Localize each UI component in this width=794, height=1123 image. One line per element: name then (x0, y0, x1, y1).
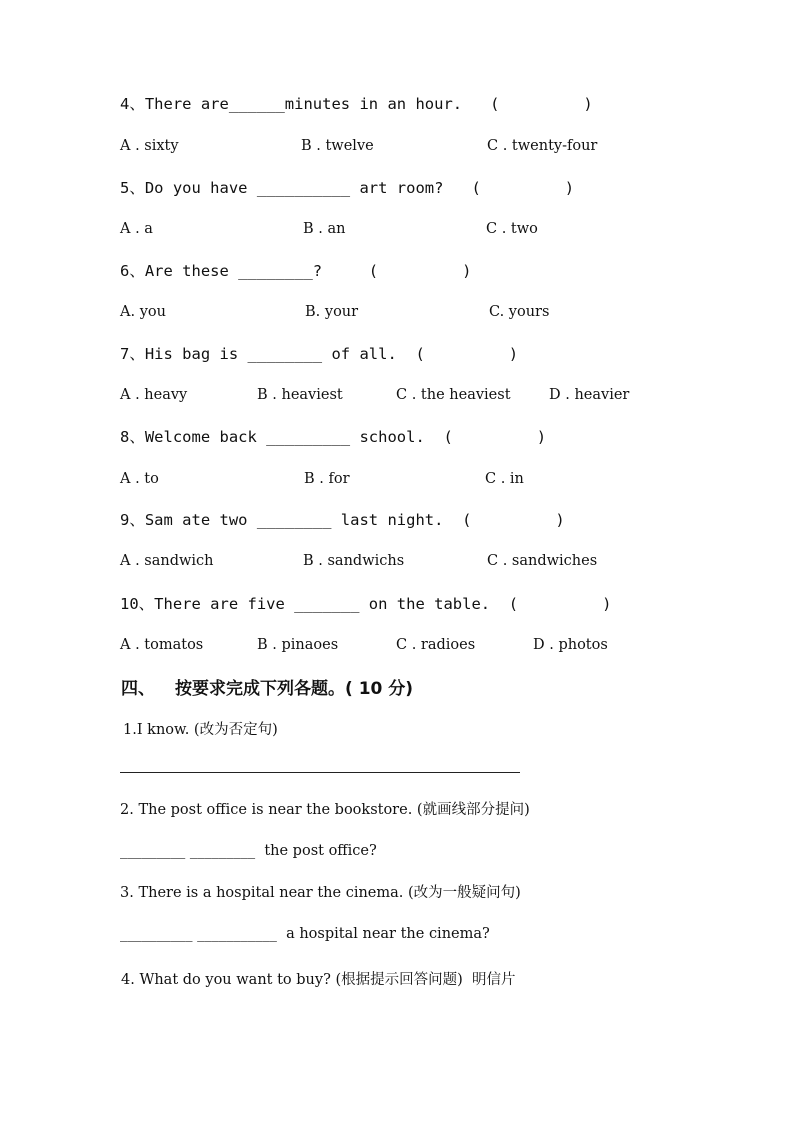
task-2-prompt: 2. The post office is near the bookstore. (就画线部分提问) (120, 802, 530, 818)
question-7-stem: 7、His bag is ________ of all. ( ) (120, 345, 519, 363)
question-10-option-d: D . photos (533, 637, 608, 653)
question-5-option-b: B . an (303, 221, 346, 237)
task-4-prompt: 4. What do you want to buy? (根据提示回答问题) 明信片 (121, 972, 516, 988)
question-10-option-a: A . tomatos (120, 637, 204, 653)
task-1-prompt: 1.I know. (改为否定句) (123, 722, 278, 738)
question-5-stem: 5、Do you have __________ art room? ( ) (120, 179, 575, 197)
question-9-option-a: A . sandwich (120, 553, 214, 569)
question-7-option-c: C . the heaviest (396, 387, 511, 403)
question-7-option-d: D . heavier (549, 387, 630, 403)
section-number: 四、 (121, 679, 155, 699)
question-7-option-a: A . heavy (120, 387, 188, 403)
question-6-stem: 6、Are these ________? ( ) (120, 262, 472, 280)
question-9-stem: 9、Sam ate two ________ last night. ( ) (120, 511, 565, 529)
question-9-option-b: B . sandwichs (303, 553, 405, 569)
question-4-option-b: B . twelve (301, 138, 374, 154)
question-8-option-c: C . in (485, 471, 524, 487)
task-2-answer: _________ _________ the post office? (120, 843, 377, 859)
question-10-option-c: C . radioes (396, 637, 476, 653)
question-7-option-b: B . heaviest (257, 387, 343, 403)
question-6-option-c: C. yours (489, 304, 550, 320)
question-10-stem: 10、There are five _______ on the table. ( ) (120, 595, 612, 613)
task-3-prompt: 3. There is a hospital near the cinema. (改为一般疑问句) (120, 885, 521, 901)
question-4-option-c: C . twenty-four (487, 138, 598, 154)
question-5-option-c: C . two (486, 221, 538, 237)
section-title: 按要求完成下列各题。( 10 分) (175, 679, 414, 699)
question-5-option-a: A . a (120, 221, 153, 237)
question-6-option-b: B. your (305, 304, 359, 320)
task-1-answer-line (120, 772, 520, 773)
question-10-option-b: B . pinaoes (257, 637, 339, 653)
task-3-answer: __________ ___________ a hospital near the cinema? (120, 926, 490, 942)
question-4-stem: 4、There are______minutes in an hour. ( ) (120, 95, 593, 113)
question-9-option-c: C . sandwiches (487, 553, 598, 569)
question-8-option-a: A . to (120, 471, 159, 487)
question-8-option-b: B . for (304, 471, 350, 487)
question-6-option-a: A. you (120, 304, 166, 320)
question-8-stem: 8、Welcome back _________ school. ( ) (120, 428, 547, 446)
question-4-option-a: A . sixty (120, 138, 179, 154)
